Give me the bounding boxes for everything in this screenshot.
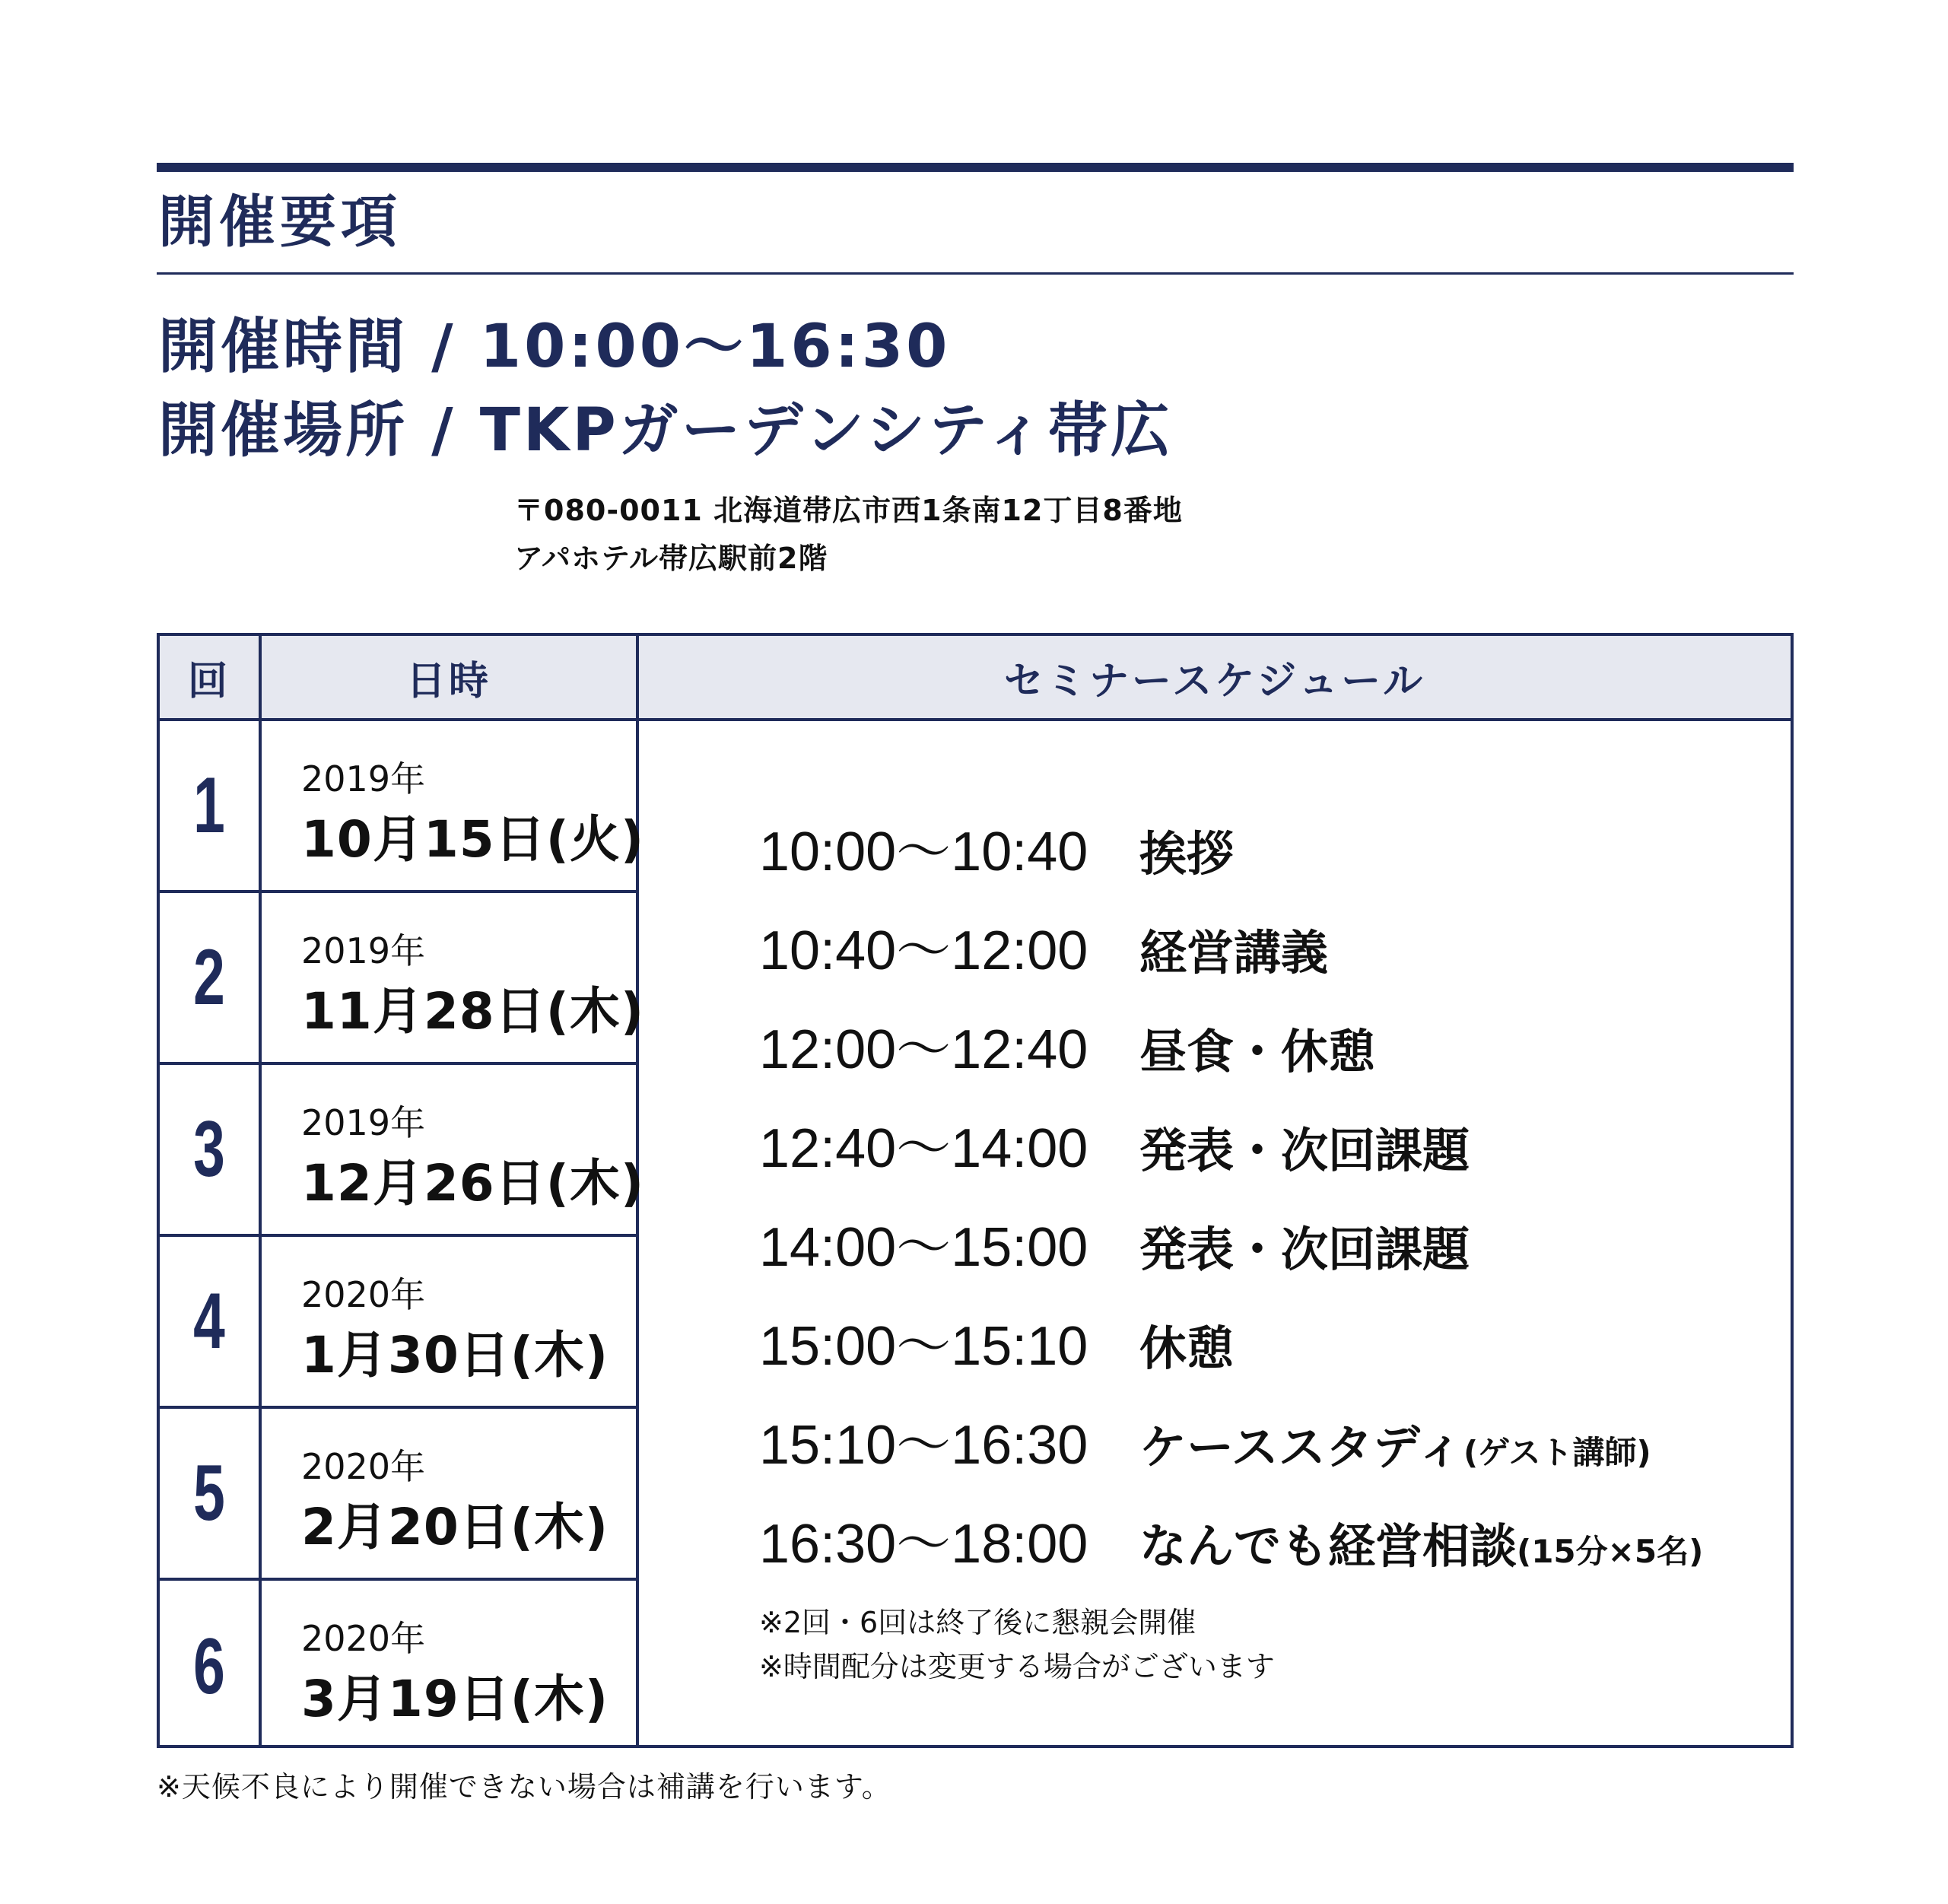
schedule-time: 12:00〜12:40: [759, 1019, 1088, 1080]
session-number: 2: [193, 933, 225, 1022]
schedule-time: 14:00〜15:00: [759, 1217, 1088, 1278]
table-row: [160, 1237, 636, 1409]
schedule-title: 発表・次回課題: [1139, 1222, 1470, 1277]
table-row: [160, 893, 645, 1065]
session-date: 1月30日(木): [301, 1326, 609, 1384]
schedule-time: 16:30〜18:00: [759, 1514, 1088, 1575]
session-date: 12月26日(木): [301, 1154, 645, 1213]
session-date: 11月28日(木): [301, 982, 645, 1041]
schedule-title: なんでも経営相談: [1139, 1518, 1517, 1574]
schedule-table: [157, 633, 1794, 1748]
schedule-title: 昼食・休憩: [1139, 1024, 1376, 1079]
header-date: 日時: [405, 658, 491, 704]
schedule-note: (ゲスト講師): [1463, 1434, 1651, 1471]
schedule-title: ケーススタディ: [1139, 1419, 1463, 1475]
table-row: [160, 1581, 636, 1753]
title-divider: [157, 272, 1794, 275]
session-year: 2020年: [301, 1446, 426, 1487]
footer-note: ※天候不良により開催できない場合は補講を行います。: [157, 1770, 891, 1804]
schedule-time: 10:00〜10:40: [759, 822, 1088, 882]
schedule-item: [759, 1499, 1703, 1583]
session-number: 6: [193, 1622, 225, 1711]
schedule-notes: [759, 1600, 1672, 1689]
schedule-note-2: ※時間配分は変更する場合がございます: [759, 1650, 1275, 1683]
schedule-note: (15分×5名): [1517, 1533, 1704, 1570]
address-line-1: 〒080-0011 北海道帯広市西1条南12丁目8番地: [514, 494, 1183, 527]
table-row: [160, 1409, 636, 1581]
session-number: 3: [193, 1105, 225, 1194]
schedule-item: [759, 1005, 1375, 1089]
table-row: [160, 721, 645, 893]
session-number: 5: [193, 1448, 225, 1537]
schedule-item: [759, 906, 1328, 990]
schedule-title: 発表・次回課題: [1139, 1123, 1470, 1178]
table-header: [160, 636, 1791, 721]
schedule-note-1: ※2回・6回は終了後に懇親会開催: [759, 1606, 1196, 1639]
session-number: 1: [193, 761, 225, 850]
session-year: 2019年: [301, 1102, 426, 1143]
schedule-item: [759, 1104, 1470, 1187]
schedule-item: [759, 1302, 1234, 1385]
schedule-title: 挨拶: [1139, 826, 1235, 882]
table-row: [160, 1065, 645, 1237]
session-year: 2019年: [301, 930, 426, 971]
session-year: 2020年: [301, 1274, 426, 1315]
header-seminar-schedule: セミナースケジュール: [1003, 658, 1426, 704]
schedule-title: 経営講義: [1139, 925, 1329, 981]
header-session-number: 回: [187, 658, 230, 704]
schedule-time: 15:10〜16:30: [759, 1415, 1088, 1476]
page-title: 開催要項: [158, 189, 402, 255]
session-year: 2020年: [301, 1618, 426, 1659]
session-year: 2019年: [301, 758, 426, 799]
schedule-time: 12:40〜14:00: [759, 1118, 1088, 1179]
schedule-item: [759, 807, 1234, 891]
top-rule: [157, 163, 1794, 172]
address-line-2: アパホテル帯広駅前2階: [514, 542, 828, 575]
schedule-title: 休憩: [1139, 1321, 1235, 1376]
event-time: 開催時間 / 10:00〜16:30: [158, 313, 951, 381]
session-date: 10月15日(火): [301, 810, 645, 869]
schedule-item: [759, 1400, 1651, 1484]
session-number: 4: [193, 1276, 225, 1365]
schedule-item: [759, 1203, 1470, 1286]
session-date: 3月19日(木): [301, 1670, 609, 1728]
session-date: 2月20日(木): [301, 1498, 609, 1556]
schedule-time: 15:00〜15:10: [759, 1316, 1088, 1377]
schedule-time: 10:40〜12:00: [759, 920, 1088, 981]
event-place: 開催場所 / TKPガーデンシティ帯広: [158, 396, 1173, 465]
